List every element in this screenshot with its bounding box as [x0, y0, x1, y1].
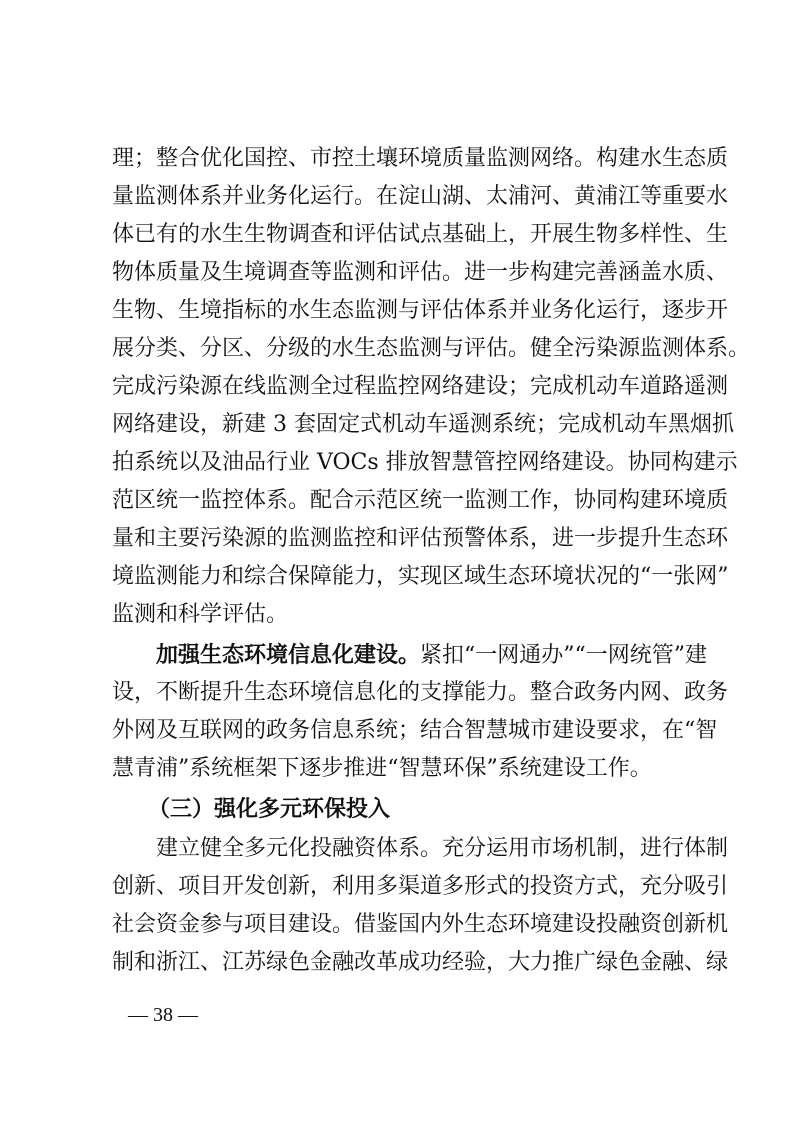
- paragraph-line-text: 紧扣“一网通办”“一网统管”建: [420, 643, 708, 668]
- section-heading: （三）强化多元环保投入: [148, 796, 391, 822]
- paragraph-line: 设，不断提升生态环境信息化的支撑能力。整合政务内网、政务: [112, 680, 729, 705]
- paragraph-line: 监测和科学评估。: [112, 602, 289, 627]
- paragraph-line: 慧青浦”系统框架下逐步推进“智慧环保”系统建设工作。: [112, 756, 652, 781]
- paragraph-line: 外网及互联网的政务信息系统；结合智慧城市建设要求，在“智: [112, 718, 718, 743]
- paragraph-line: 创新、项目开发创新，利用多渠道多形式的投资方式，充分吸引: [112, 874, 729, 899]
- paragraph-line: 境监测能力和综合保障能力，实现区域生态环境状况的“一张网”: [112, 564, 729, 589]
- paragraph-first-line: [156, 638, 708, 672]
- paragraph-line: 量和主要污染源的监测监控和评估预警体系，进一步提升生态环: [112, 526, 729, 551]
- bold-lead-phrase: 加强生态环境信息化建设。: [156, 642, 421, 668]
- paragraph-line: 量监测体系并业务化运行。在淀山湖、太浦河、黄浦江等重要水: [112, 184, 729, 209]
- paragraph-line: 展分类、分区、分级的水生态监测与评估。健全污染源监测体系。: [112, 336, 751, 361]
- paragraph-line: 制和浙江、江苏绿色金融改革成功经验，大力推广绿色金融、绿: [112, 950, 729, 975]
- paragraph-line: 拍系统以及油品行业 VOCs 排放智慧管控网络建设。协同构建示: [112, 450, 738, 475]
- paragraph-line: 理；整合优化国控、市控土壤环境质量监测网络。构建水生态质: [112, 146, 729, 171]
- paragraph-line: 完成污染源在线监测全过程监控网络建设；完成机动车道路遥测: [112, 374, 729, 399]
- page-number: — 38 —: [128, 1004, 198, 1026]
- paragraph-line: 社会资金参与项目建设。借鉴国内外生态环境建设投融资创新机: [112, 912, 729, 937]
- paragraph-line: 建立健全多元化投融资体系。充分运用市场机制，进行体制: [156, 836, 729, 861]
- paragraph-line: 体已有的水生生物调查和评估试点基础上，开展生物多样性、生: [112, 222, 729, 247]
- paragraph-line: 生物、生境指标的水生态监测与评估体系并业务化运行，逐步开: [112, 298, 729, 323]
- paragraph-line: 物体质量及生境调查等监测和评估。进一步构建完善涵盖水质、: [112, 260, 729, 285]
- paragraph-line: 范区统一监控体系。配合示范区统一监测工作，协同构建环境质: [112, 488, 729, 513]
- paragraph-line: 网络建设，新建 3 套固定式机动车遥测系统；完成机动车黑烟抓: [112, 412, 734, 437]
